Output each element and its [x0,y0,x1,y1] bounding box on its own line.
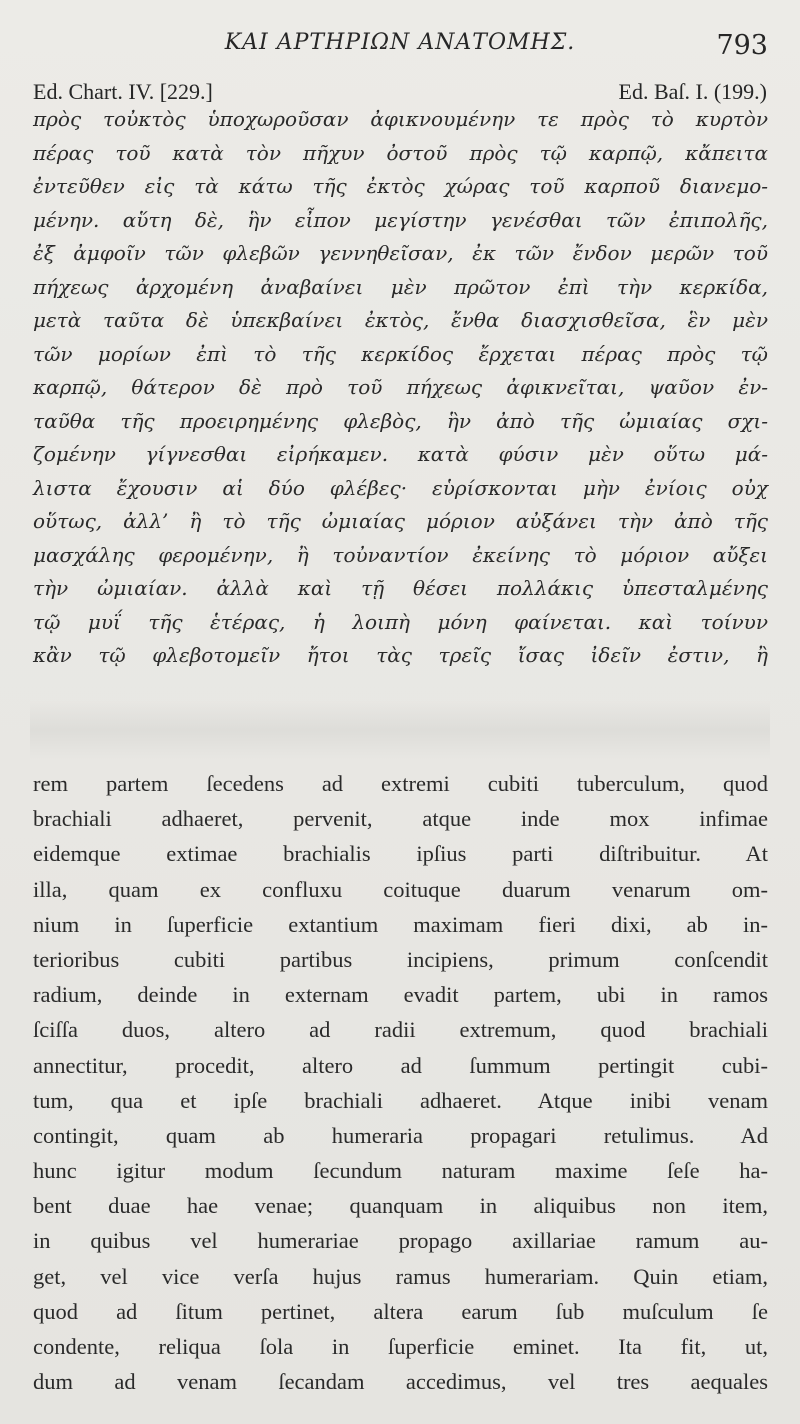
greek-text-block [33,103,768,673]
greek-line: ἐντεῦθεν εἰς τὰ κάτω τῆς ἐκτὸς χώρας τοῦ καρποῦ διανεμο- [33,174,768,198]
latin-line: ſciſſa duos, altero ad radii extremum, quod brachiali [33,1017,768,1043]
page-number: 793 [716,30,768,61]
greek-line: λιστα ἔχουσιν αἱ δύο φλέβες· εὑρίσκονται μὴν ἐνίοις οὐχ [33,475,768,500]
greek-line: πέρας τοῦ κατὰ τὸν πῆχυν ὀστοῦ πρὸς τῷ καρπῷ, κἄπειτα [33,140,768,165]
latin-line: in quibus vel humerariae propago axillariae ramum au- [33,1228,768,1254]
edition-reference-left: Ed. Chart. IV. [229.] [33,79,213,104]
latin-line: eidemque extimae brachialis ipſius parti diſtribuitur. At [33,841,768,867]
latin-line: quod ad ſitum pertinet, altera earum ſub muſculum ſe [33,1298,768,1324]
latin-line: brachiali adhaeret, pervenit, atque inde mox infimae [33,806,768,832]
greek-line: μετὰ ταῦτα δὲ ὑπεκβαίνει ἐκτὸς, ἔνθα διασχισθεῖσα, ἓν μὲν [33,308,768,332]
latin-line: hunc igitur modum ſecundum naturam maxime ſeſe ha- [33,1158,768,1184]
latin-line: dum ad venam ſecandam accedimus, vel tres aequales [33,1369,768,1395]
greek-line: πήχεως ἀρχομένη ἀναβαίνει μὲν πρῶτον ἐπὶ τὴν κερκίδα, [33,274,768,299]
greek-line: ἐξ ἀμφοῖν τῶν φλεβῶν γεννηθεῖσαν, ἐκ τῶν ἔνδον μερῶν τοῦ [33,241,768,265]
greek-line: καρπῷ, θάτερον δὲ πρὸ τοῦ πήχεως ἀφικνεῖται, ψαῦον ἐν- [33,375,768,399]
latin-text-block [33,766,768,1399]
greek-line: πρὸς τοὐκτὸς ὑποχωροῦσαν ἀφικνουμένην τε πρὸς τὸ κυρτὸν [33,107,768,131]
greek-line: τῶν μορίων ἐπὶ τὸ τῆς κερκίδος ἔρχεται πέρας πρὸς τῷ [33,341,768,366]
greek-line: οὕτως, ἀλλ’ ἢ τὸ τῆς ὠμιαίας μόριον αὐξάνει τὴν ἀπὸ τῆς [33,509,768,533]
latin-line: condente, reliqua ſola in ſuperficie eminet. Ita fit, ut, [33,1334,768,1359]
latin-line: annectitur, procedit, altero ad ſummum pertingit cubi- [33,1052,768,1078]
greek-line: μένην. αὕτη δὲ, ἣν εἶπον μεγίστην γενέσθαι τῶν ἐπιπολῆς, [33,207,768,232]
greek-line: κἂν τῷ φλεβοτομεῖν ἤτοι τὰς τρεῖς ἴσας ἰδεῖν ἐστιν, ἢ [33,643,768,667]
latin-line: nium in ſuperficie extantium maximam fieri dixi, ab in- [33,911,768,937]
greek-line: τῷ μυΐ τῆς ἑτέρας, ἡ λοιπὴ μόνη φαίνεται. καὶ τοίνυν [33,609,768,634]
greek-line: τὴν ὠμιαίαν. ἀλλὰ καὶ τῇ θέσει πολλάκις ὑπεσταλμένης [33,576,768,600]
latin-line: rem partem ſecedens ad extremi cubiti tuberculum, quod [33,771,768,796]
greek-line: ζομένην γίγνεσθαι εἰρήκαμεν. κατὰ φύσιν μὲν οὕτω μά- [33,442,768,466]
latin-line: tum, qua et ipſe brachiali adhaeret. Atque inibi venam [33,1087,768,1113]
latin-line: contingit, quam ab humeraria propagari retulimus. Ad [33,1122,768,1148]
latin-line: illa, quam ex confluxu coituque duarum venarum om- [33,876,768,902]
edition-reference-right: Ed. Baſ. I. (199.) [618,79,767,104]
greek-line: ταῦθα τῆς προειρημένης φλεβὸς, ἣν ἀπὸ τῆς ὠμιαίας σχι- [33,408,768,433]
show-through-bleed [30,700,770,760]
greek-line: μασχάλης φερομένην, ἢ τοὐναντίον ἐκείνης τὸ μόριον αὔξει [33,542,768,567]
running-title: ΚΑΙ ΑΡΤΗΡΙΩΝ ΑΝΑΤΟΜΗΣ. [224,30,576,55]
latin-line: terioribus cubiti partibus incipiens, primum conſcendit [33,946,768,972]
latin-line: get, vel vice verſa hujus ramus humerariam. Quin etiam, [33,1263,768,1289]
latin-line: bent duae hae venae; quanquam in aliquibus non item, [33,1193,768,1219]
latin-line: radium, deinde in externam evadit partem, ubi in ramos [33,982,768,1008]
